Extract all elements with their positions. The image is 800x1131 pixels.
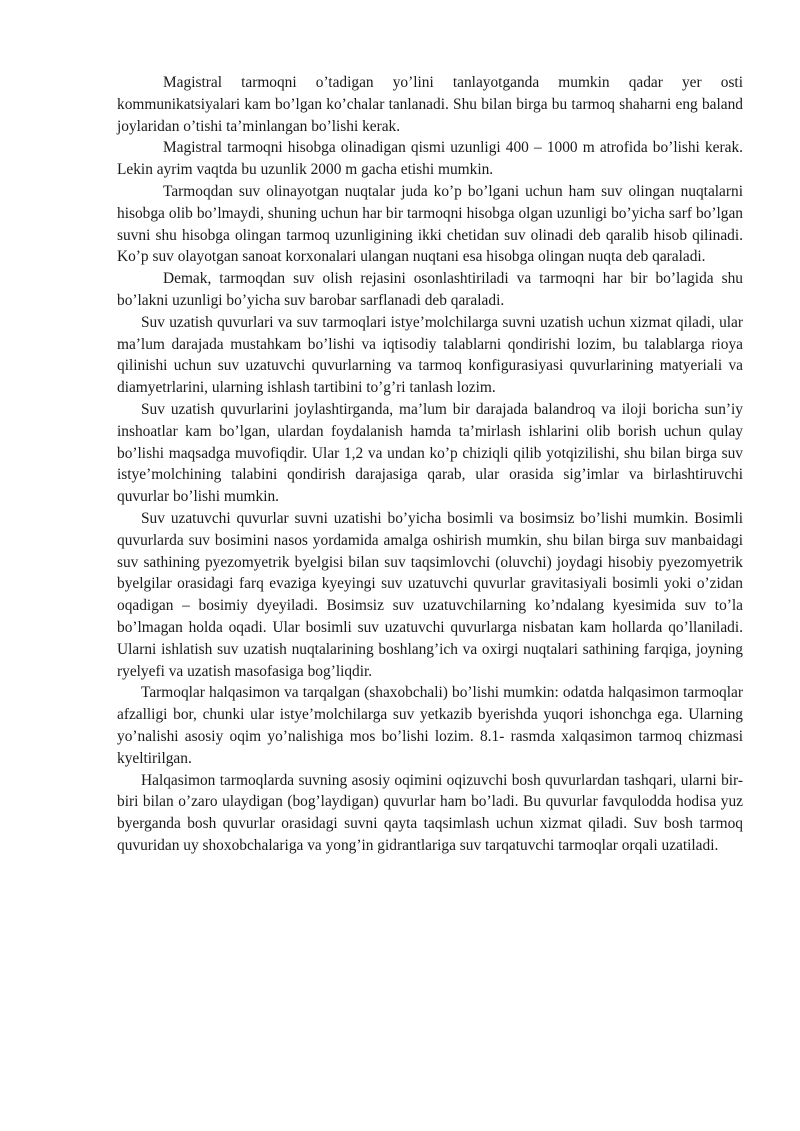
paragraph-1: Magistral tarmoqni o’tadigan yo’lini tanlayotganda mumkin qadar yer osti kommunikatsiyalari kam bo’lgan ko’chalar tanlanadi. Shu bilan birga bu tarmoq shaharni eng baland joylaridan o’tishi ta’minlangan bo’lishi kerak. xyxy=(117,74,743,135)
paragraph-4: Demak, tarmoqdan suv olish rejasini osonlashtiriladi va tarmoqni har bir bo’lagida shu bo’lakni uzunligi bo’yicha suv barobar sarflanadi deb qaraladi. xyxy=(117,270,743,309)
paragraph-8: Tarmoqlar halqasimon va tarqalgan (shaxobchali) bo’lishi mumkin: odatda halqasimon tarmoqlar afzalligi bor, chunki ular istye’molchilarga suv yetkazib byerishda yuqori ishonchga ega. Ularning yo’nalishi asosiy oqim yo’nalishiga mos bo’lishi lozim. 8.1- rasmda xalqasimon tarmoq chizmasi kyeltirilgan. xyxy=(117,684,743,767)
paragraph-2: Magistral tarmoqni hisobga olinadigan qismi uzunligi 400 – 1000 m atrofida bo’lishi kerak. Lekin ayrim vaqtda bu uzunlik 2000 m gacha etishi mumkin. xyxy=(117,139,743,179)
paragraph-3: Tarmoqdan suv olinayotgan nuqtalar juda ko’p bo’lgani uchun ham suv olingan nuqtalarni hisobga olib bo’lmaydi, shuning uchun har bir tarmoqni hisobga olgan uzunligi bo’yicha sarf bo’lgan suvni shu hisobga olingan tarmoq uzunligining ikki chetidan suv olinadi deb qaralib hisob qilinadi. Ko’p suv olayotgan sanoat korxonalari ulangan nuqtani esa hisobga olingan nuqta deb qaraladi. xyxy=(117,182,743,266)
paragraph-6: Suv uzatish quvurlarini joylashtirganda, ma’lum bir darajada balandroq va iloji boricha sun’iy inshoatlar kam bo’lgan, ulardan foydalanish hamda ta’mirlash ishlarini olib borish uchun qulay bo’lishi maqsadga muvofiqdir. Ular 1,2 va undan ko’p chiziqli qilib yotqizilishi, shu bilan birga suv istye’molchining talabini qondirish darajasiga qarab, ular orasida sig’imlar va birlashtiruvchi quvurlar bo’lishi mumkin. xyxy=(117,400,743,506)
paragraph-5: Suv uzatish quvurlari va suv tarmoqlari istye’molchilarga suvni uzatish uchun xizmat qiladi, ular ma’lum darajada mustahkam bo’lishi va iqtisodiy talablarni qondirishi lozim, bu talablarga rioya qilinishi uchun suv uzatuvchi quvurlarning va tarmoq konfigurasiyasi quvurlarining matyeriali va diamyetrlarini, ularning ishlash tartibini to’g’ri tanlash lozim. xyxy=(117,313,743,397)
document-page xyxy=(117,72,743,857)
paragraph-7: Suv uzatuvchi quvurlar suvni uzatishi bo’yicha bosimli va bosimsiz bo’lishi mumkin. Bosimli quvurlarda suv bosimini nasos yordamida amalga oshirish mumkin, shu bilan birga suv manbaidagi suv sathining pyezomyetrik byelgisi bilan suv taqsimlovchi (oluvchi) joydagi hisobiy pyezomyetrik byelgilar orasidagi farq evaziga kyeyingi suv uzatuvchi quvurlar gravitasiyali bosimli yoki o’zidan oqadigan – bosimiy dyeyiladi. Bosimsiz suv uzatuvchilarning ko’ndalang kyesimida suv to’la bo’lmagan holda oqadi. Ular bosimli suv uzatuvchi quvurlarga nisbatan kam hollarda qo’llaniladi. Ularni ishlatish suv uzatish nuqtalarining boshlang’ich va oxirgi nuqtalari sathining farqiga, joyning ryelyefi va uzatish masofasiga bog’liqdir. xyxy=(117,509,743,680)
paragraph-9: Halqasimon tarmoqlarda suvning asosiy oqimini oqizuvchi bosh quvurlardan tashqari, ularni bir-biri bilan o’zaro ulaydigan (bog’laydigan) quvurlar ham bo’ladi. Bu quvurlar favqulodda hodisa yuz byerganda bosh quvurlar orasidagi suvni qayta taqsimlash uchun xizmat qiladi. Suv bosh tarmoq quvuridan uy shoxobchalariga va yong’in gidrantlariga suv tarqatuvchi tarmoqlar orqali uzatiladi. xyxy=(117,771,743,854)
